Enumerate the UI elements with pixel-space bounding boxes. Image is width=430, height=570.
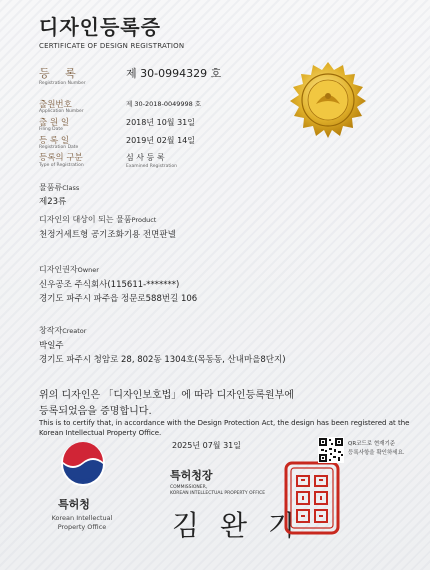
statement-en-line: This is to certify that, in accordance with the Design Protection Act, the design has been registered at the <box>39 419 410 427</box>
field-label-en: Registration Date <box>39 145 79 150</box>
kipo-emblem-icon <box>58 440 108 488</box>
issue-date: 2025년 07월 31일 <box>172 441 241 450</box>
field-label-en: Application Number <box>39 109 84 114</box>
registration-type: 심 사 등 록 <box>126 153 165 162</box>
field-label: 출 원 일 <box>39 118 70 128</box>
qr-note: QR코드로 현재기준 등록사항을 확인하세요. <box>348 441 405 456</box>
statement-en-line: Korean Intellectual Property Office. <box>39 429 162 437</box>
agency-name: 특허청 <box>58 498 90 511</box>
agency-name-en: Korean Intellectual Property Office <box>51 514 113 531</box>
issuer-title: 특허청장 <box>170 469 213 482</box>
registration-label: 등 록 <box>39 67 82 80</box>
application-number: 제 30-2018-0049998 호 <box>126 100 202 108</box>
registration-type-en: Examined Registration <box>126 164 177 169</box>
official-stamp-icon <box>283 460 341 536</box>
field-label: 등록의 구분 <box>39 153 83 163</box>
field-label: 등 록 일 <box>39 136 70 146</box>
product-value: 천정거세트형 공기조화기용 전면판넬 <box>39 230 176 240</box>
owner-address: 경기도 파주시 파주읍 정문로588번길 106 <box>39 294 198 304</box>
gold-seal-icon <box>288 60 368 140</box>
certificate-subtitle: CERTIFICATE OF DESIGN REGISTRATION <box>39 42 185 50</box>
class-value: 제23류 <box>39 197 67 207</box>
creator-address: 경기도 파주시 청암로 28, 802동 1304호(목동동, 산내마을8단지) <box>39 355 286 365</box>
statement-ko-line: 위의 디자인은 「디자인보호법」에 따라 디자인등록원부에 <box>39 390 294 401</box>
filing-date: 2018년 10월 31일 <box>126 118 195 127</box>
registration-label-en: Registration Number <box>39 81 86 86</box>
class-label: 물품류Class <box>39 183 80 192</box>
issuer-title-en: COMMISSIONER, KOREAN INTELLECTUAL PROPERTY OFFICE <box>170 485 266 496</box>
certificate-title: 디자인등록증 <box>39 15 161 39</box>
registration-date: 2019년 02월 14일 <box>126 136 195 145</box>
field-label-en: Filing Date <box>39 127 63 132</box>
signature: 김 완 기 <box>172 509 301 542</box>
creator-label: 창작자Creator <box>39 326 87 335</box>
statement-ko-line: 등록되었음을 증명합니다. <box>39 406 152 417</box>
field-label-en: Type of Registration <box>39 163 84 168</box>
creator-name: 박일주 <box>39 341 64 351</box>
owner-label: 디자인권자Owner <box>39 265 99 274</box>
product-label: 디자인의 대상이 되는 물품Product <box>39 215 157 224</box>
qr-code-icon[interactable] <box>318 437 344 463</box>
owner-name: 신우공조 주식회사(115611-*******) <box>39 280 180 290</box>
field-label: 출원번호 <box>39 100 72 110</box>
registration-number: 제 30-0994329 호 <box>126 67 222 80</box>
